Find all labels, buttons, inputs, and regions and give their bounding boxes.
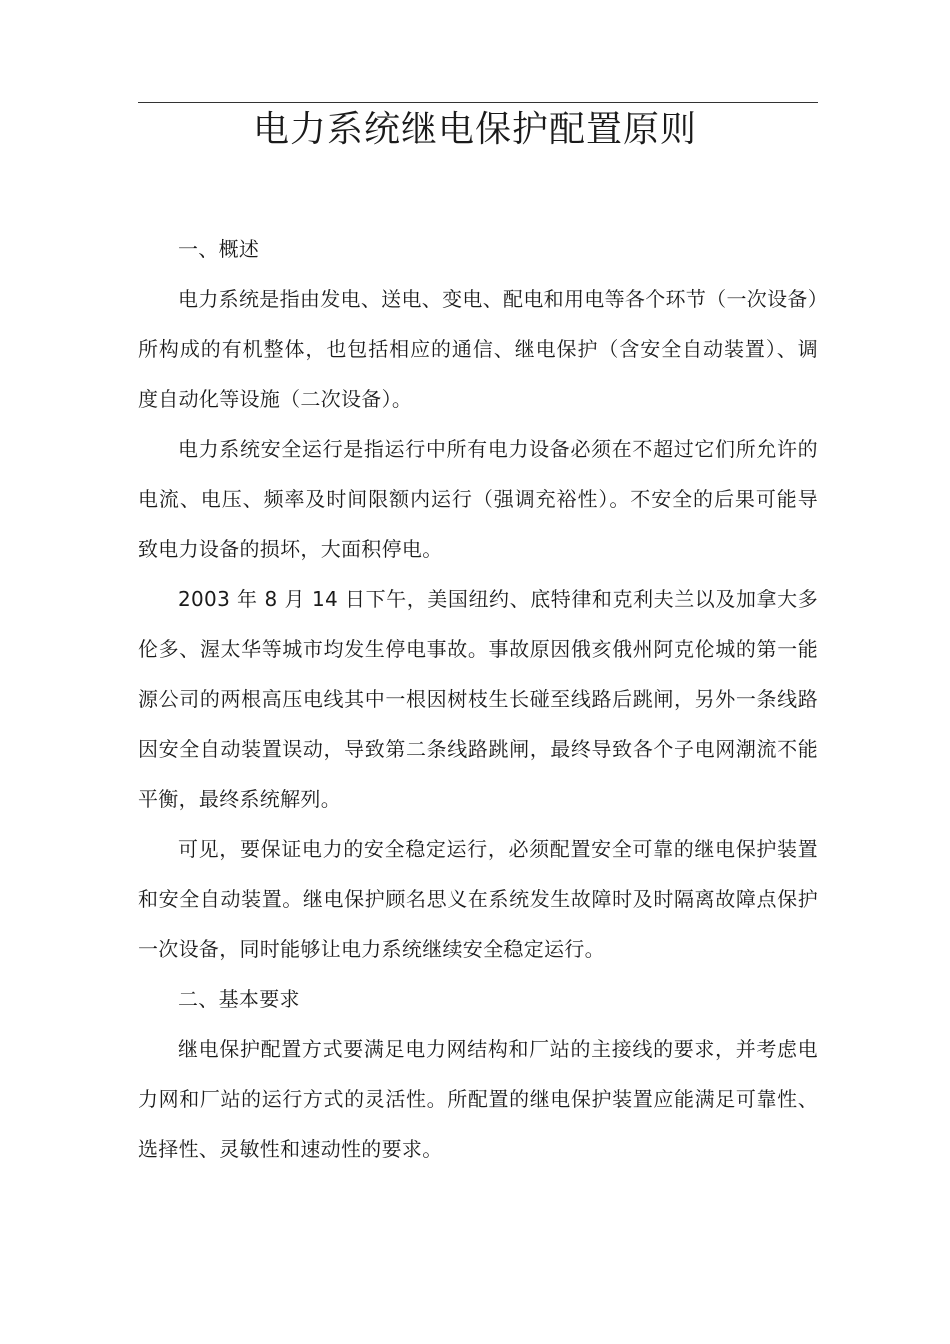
paragraph-configuration-requirements: 继电保护配置方式要满足电力网结构和厂站的主接线的要求，并考虑电力网和厂站的运行方式的灵活性。所配置的继电保护装置应能满足可靠性、选择性、灵敏性和速动性的要求。 <box>138 1037 818 1161</box>
section-heading-overview: 一、概述 <box>178 237 260 261</box>
paragraph-safe-operation: 电力系统安全运行是指运行中所有电力设备必须在不超过它们所允许的电流、电压、频率及时间限额内运行（强调充裕性）。不安全的后果可能导致电力设备的损坏，大面积停电。 <box>138 437 818 561</box>
document-title: 电力系统继电保护配置原则 <box>252 109 697 150</box>
header-rule <box>138 102 818 103</box>
paragraph-2003-blackout: 2003 年 8 月 14 日下午，美国纽约、底特律和克利夫兰以及加拿大多伦多、渥太华等城市均发生停电事故。事故原因俄亥俄州阿克伦城的第一能源公司的两根高压电线其中一根因树枝生长碰至线路后跳闸，另外一条线路因安全自动装置误动，导致第二条线路跳闸，最终导致各个子电网潮流不能平衡，最终系统解列。 <box>138 587 818 811</box>
paragraph-protection-necessity: 可见，要保证电力的安全稳定运行，必须配置安全可靠的继电保护装置和安全自动装置。继电保护顾名思义在系统发生故障时及时隔离故障点保护一次设备，同时能够让电力系统继续安全稳定运行。 <box>138 837 818 961</box>
section-heading-basic-requirements: 二、基本要求 <box>178 987 300 1011</box>
document-body <box>138 224 818 1174</box>
paragraph-power-system-definition: 电力系统是指由发电、送电、变电、配电和用电等各个环节（一次设备）所构成的有机整体，也包括相应的通信、继电保护（含安全自动装置）、调度自动化等设施（二次设备）。 <box>138 287 818 411</box>
